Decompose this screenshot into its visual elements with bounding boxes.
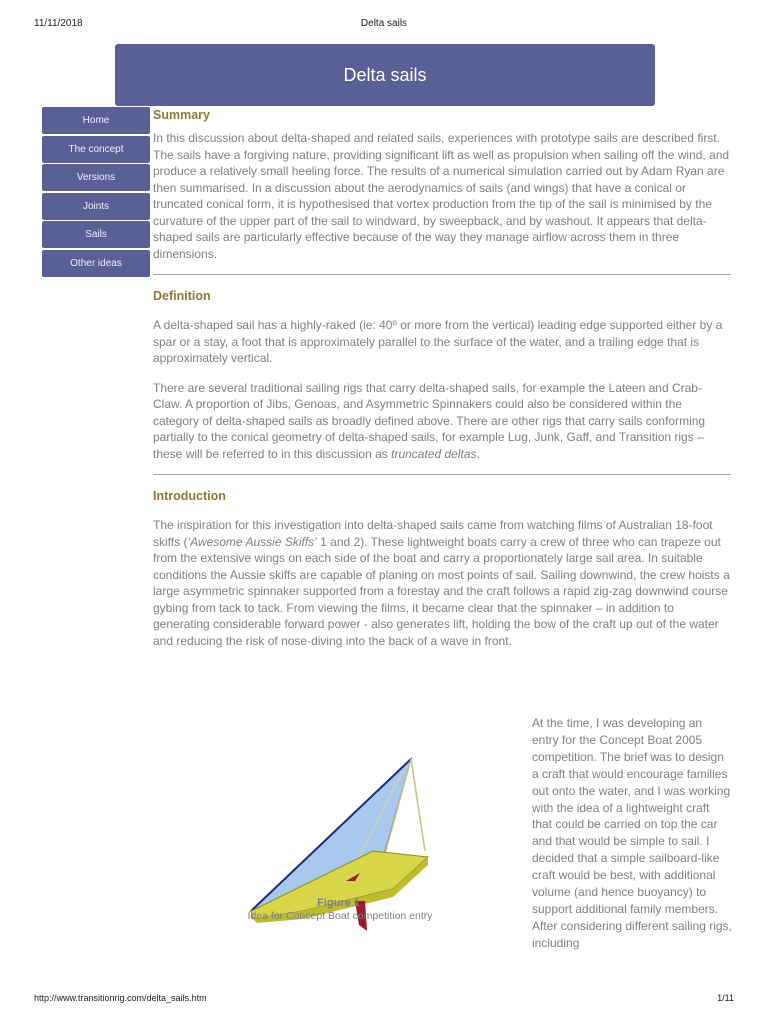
main-content [153,108,731,649]
page-title: Delta sails [343,65,427,85]
print-footer [34,993,734,1007]
print-header [34,18,734,32]
summary-text: In this discussion about delta-shaped and related sails, experiences with prototype sails are described first. The sails have a forgiving nature, providing significant lift as well as propulsion when sailing off the wind, and produce a relatively small heeling force. The results of a numerical simulation carried out by Adam Ryan are then summarised. In a discussion about the aerodynamics of sails (and wings) that have a conical or truncated conical form, it is hypothesised that vortex production from the tip of the sail is minimised by the curvature of the upper part of the sail to windward, by sweepback, and by washout. It appears that delta-shaped sails are particularly effective because of the way they manage airflow across them in three dimensions. [153,131,730,261]
nav-item-other-ideas[interactable]: Other ideas [42,250,150,277]
definition-heading: Definition [153,289,211,303]
introduction-section [153,489,731,649]
stay-line-2 [411,759,425,851]
figure-label-colon: : [359,897,363,909]
sidebar-nav [42,107,150,279]
figure-caption [245,897,435,923]
definition-p2-end: . [476,446,480,461]
nav-item-joints[interactable]: Joints [42,193,150,220]
print-title: Delta sails [360,18,408,29]
definition-paragraph-1: A delta-shaped sail has a highly-raked (ie: 40º or more from the vertical) leading edge supported either by a spar or a stay, a foot that is approximately parallel to the surface of the water, and a trailing edge that is approximately vertical. [153,318,723,365]
figure-caption-text: Idea for Concept Boat competition entry [247,910,433,922]
nav-item-versions[interactable]: Versions [42,164,150,191]
summary-section [153,108,731,262]
figure-label: Figure 1 [317,897,360,909]
intro-p1-emphasis: ‘Awesome Aussie Skiffs’ [187,534,317,549]
introduction-paragraph-1 [153,517,731,649]
introduction-paragraph-2: At the time, I was developing an entry for the Concept Boat 2005 competition. The brief was to design a craft that would encourage families out onto the water, and I was working with the idea of a lightweight craft that could be carried on top the car and that would be simple to sail. I decided that a simple sailboard-like craft would be best, with additional volume (and hence buoyancy) to support additional family members. After considering different sailing rigs, including [532,716,732,950]
introduction-heading: Introduction [153,489,226,503]
definition-p2-emphasis: truncated deltas [391,446,477,461]
page-number: 1/11 [717,993,734,1003]
page-banner [115,44,655,106]
nav-item-sails[interactable]: Sails [42,221,150,248]
section-divider [153,274,731,275]
section-divider [153,474,731,475]
intro-p1-a: The inspiration for this investigation into delta-shaped sails came from watching films of Australian 18-foot skiffs ( [153,518,713,549]
figure-label-line [245,897,435,910]
print-date: 11/11/2018 [34,18,83,29]
print-url[interactable]: http://www.transitionrig.com/delta_sails.htm [34,993,207,1003]
nav-item-the-concept[interactable]: The concept [42,136,150,163]
nav-item-home[interactable]: Home [42,107,150,134]
figure-block [153,715,731,985]
sail-figure-image [243,721,433,961]
intro-p1-b: 1 and 2). These lightweight boats carry a crew of three who can trapeze out from the extensive wings on each side of the boat and carry a proportionately large sail area. In suitable conditions the Aussie skiffs are capable of planing on most points of sail. Sailing downwind, the crew hoists a large asymmetric spinnaker supported from a forestay and the craft follows a rapid zig-zag downwind course gybing from tack to tack. From viewing the films, it became clear that the spinnaker – in addition to generating considerable forward power - also generates lift, holding the bow of the craft up out of the water and reducing the risk of nose-diving into the back of a wave in front. [153,534,730,648]
summary-heading: Summary [153,108,210,122]
definition-p2-main: There are several traditional sailing rigs that carry delta-shaped sails, for example the Lateen and Crab-Claw. A proportion of Jibs, Genoas, and Asymmetric Spinnakers could also be considered within the category of delta-shaped sails as broadly defined above. There are other rigs that carry sails conforming partially to the conical geometry of delta-shaped sails, for example Lug, Junk, Gaff, and Transition rigs – these will be referred to in this discussion as [153,380,706,461]
definition-paragraph-2 [153,380,731,463]
definition-section [153,289,731,462]
